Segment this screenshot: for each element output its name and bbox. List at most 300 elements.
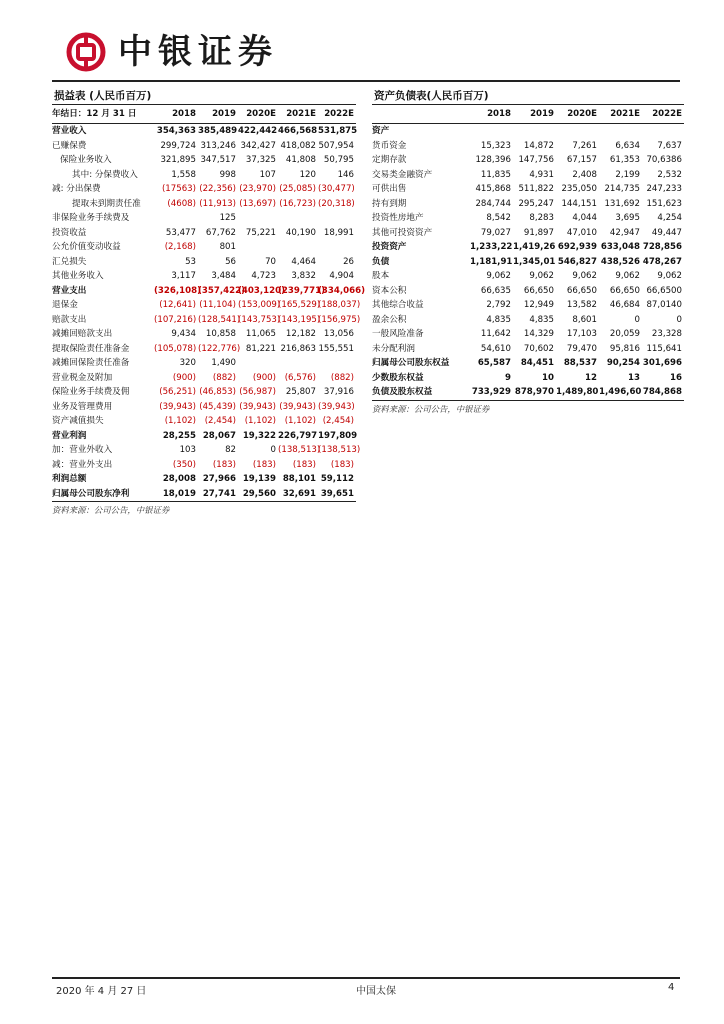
value-cell: (183) xyxy=(212,459,236,470)
table-row xyxy=(372,284,684,299)
value-cell: 39,651 xyxy=(320,488,354,499)
value-cell: 54,610 xyxy=(480,343,511,354)
value-cell: 75,221 xyxy=(245,227,276,238)
value-cell: 66,650 xyxy=(609,285,640,296)
value-cell: (122,776) xyxy=(198,343,241,354)
row-label: 营业税金及附加 xyxy=(52,372,113,383)
table-row xyxy=(372,255,684,270)
value-cell: (39,943) xyxy=(279,401,316,412)
value-cell xyxy=(470,124,513,139)
value-cell: 66,635 xyxy=(480,285,511,296)
row-label: 非保险业务手续费及 xyxy=(52,213,130,223)
value-cell: 67,157 xyxy=(566,155,597,165)
value-cell: 0 xyxy=(270,445,276,455)
table-row xyxy=(52,139,356,154)
value-cell: 46,684 xyxy=(609,300,640,310)
value-cell: (17563) xyxy=(161,184,196,194)
value-cell: 9,434 xyxy=(171,329,196,339)
table-row xyxy=(372,371,684,386)
value-cell: 4,835 xyxy=(486,314,511,325)
row-label: 持有到期 xyxy=(372,198,407,209)
header-year-cell: 2021E xyxy=(278,105,318,124)
value-cell: 50,795 xyxy=(323,155,354,165)
value-cell: (12,641) xyxy=(159,300,196,310)
value-cell: 14,872 xyxy=(523,140,554,151)
header-label-cell: 年结日：12 月 31 日 xyxy=(52,105,154,124)
value-cell: 146 xyxy=(337,169,354,180)
value-cell xyxy=(238,240,278,255)
value-cell: (188,037) xyxy=(318,300,361,310)
value-cell: (334,066) xyxy=(318,285,365,296)
value-cell: (13,697) xyxy=(239,198,276,209)
table-row xyxy=(52,356,356,371)
value-cell: 2,792 xyxy=(486,300,511,310)
value-cell xyxy=(318,211,356,226)
value-cell: 90,254 xyxy=(606,358,640,368)
row-label: 减摊回保险责任准备 xyxy=(52,358,130,368)
table-row xyxy=(52,414,356,429)
row-label: 提取保险责任准备金 xyxy=(52,343,130,354)
value-cell: 17,103 xyxy=(566,329,597,339)
row-label: 其他可投资资产 xyxy=(372,227,433,238)
table-row xyxy=(52,226,356,241)
value-cell: 1,345,01 xyxy=(513,256,556,267)
value-cell: 7,261 xyxy=(572,140,597,151)
value-cell: 418,082 xyxy=(280,140,316,151)
value-cell: 1,233,22 xyxy=(470,242,513,252)
balance-source-note: 资料来源：公司公告，中银证券 xyxy=(372,400,684,417)
row-label: 已赚保费 xyxy=(52,140,87,151)
table-row xyxy=(52,255,356,270)
value-cell xyxy=(556,124,599,139)
value-cell: (153,009) xyxy=(238,300,281,310)
value-cell: 18,991 xyxy=(323,227,354,238)
value-cell xyxy=(154,211,198,226)
row-label: 利润总额 xyxy=(52,474,87,484)
value-cell: (156,975) xyxy=(318,314,361,325)
table-row xyxy=(372,342,684,357)
row-label: 归属母公司股东净利 xyxy=(52,488,130,499)
value-cell: 1,419,26 xyxy=(513,242,556,252)
row-label: 其中: 分保费收入 xyxy=(72,169,138,180)
row-label: 货币资金 xyxy=(372,140,407,151)
value-cell: (107,216) xyxy=(154,314,197,325)
value-cell: 20,059 xyxy=(609,329,640,339)
value-cell: 321,895 xyxy=(160,155,196,165)
value-cell: 70,6386 xyxy=(646,155,682,165)
value-cell: 235,050 xyxy=(561,184,597,194)
header-year-cell: 2020E xyxy=(238,105,278,124)
value-cell: 9,062 xyxy=(486,271,511,281)
value-cell: 216,863 xyxy=(280,343,316,354)
value-cell: 70 xyxy=(265,256,276,267)
value-cell: 32,691 xyxy=(282,488,316,499)
table-row xyxy=(372,327,684,342)
value-cell: 0 xyxy=(676,314,682,325)
value-cell: (900) xyxy=(252,372,276,383)
value-cell: 2,199 xyxy=(615,169,640,180)
table-row xyxy=(372,211,684,226)
value-cell: 8,542 xyxy=(486,213,511,223)
table-row xyxy=(372,298,684,313)
value-cell: (39,943) xyxy=(159,401,196,412)
value-cell: 284,744 xyxy=(475,198,511,209)
value-cell: 40,190 xyxy=(285,227,316,238)
value-cell: 13 xyxy=(628,372,640,383)
value-cell: 3,484 xyxy=(211,271,236,281)
value-cell: 546,827 xyxy=(557,256,597,267)
value-cell: 23,328 xyxy=(651,329,682,339)
table-row xyxy=(372,139,684,154)
value-cell: 70,602 xyxy=(523,343,554,354)
value-cell: 91,897 xyxy=(523,227,554,238)
value-cell: 466,568 xyxy=(278,126,318,136)
value-cell: 511,822 xyxy=(518,184,554,194)
value-cell: 67,762 xyxy=(205,227,236,238)
value-cell: (900) xyxy=(172,372,196,383)
value-cell: 147,756 xyxy=(518,155,554,165)
value-cell: 41,808 xyxy=(285,155,316,165)
value-cell: 438,526 xyxy=(600,256,640,267)
value-cell: (39,943) xyxy=(239,401,276,412)
value-cell: (39,943) xyxy=(318,401,355,412)
income-statement-panel xyxy=(52,88,365,518)
value-cell: 88,101 xyxy=(282,474,316,484)
value-cell: 299,724 xyxy=(160,140,196,151)
value-cell: 16 xyxy=(670,372,682,383)
value-cell: 84,451 xyxy=(520,358,554,368)
header-year-cell: 2019 xyxy=(513,105,556,124)
row-label: 未分配利润 xyxy=(372,343,415,354)
value-cell: 4,254 xyxy=(657,213,682,223)
table-row xyxy=(372,240,684,255)
row-label: 负债 xyxy=(372,256,390,267)
value-cell: (882) xyxy=(330,372,354,383)
value-cell: 13,582 xyxy=(566,300,597,310)
value-cell: (20,318) xyxy=(318,198,355,209)
row-label: 其他业务收入 xyxy=(52,271,104,281)
value-cell: 295,247 xyxy=(518,198,554,209)
value-cell: 2,408 xyxy=(572,169,597,180)
value-cell: 29,560 xyxy=(242,488,276,499)
value-cell: 998 xyxy=(219,169,236,180)
row-label: 汇兑损失 xyxy=(52,256,87,267)
table-row xyxy=(52,182,356,197)
footer-date: 2020 年 4 月 27 日 xyxy=(56,986,147,997)
value-cell: 9,062 xyxy=(529,271,554,281)
footer-page-number: 4 xyxy=(668,982,675,993)
value-cell: 11,065 xyxy=(245,329,276,339)
value-cell: 15,323 xyxy=(480,140,511,151)
value-cell: 27,966 xyxy=(202,474,236,484)
row-label: 少数股东权益 xyxy=(372,372,424,383)
table-row xyxy=(52,327,356,342)
row-label: 保险业务收入 xyxy=(60,155,112,165)
row-label: 提取未到期责任准 xyxy=(72,198,141,209)
table-row xyxy=(52,168,356,183)
value-cell: 79,027 xyxy=(480,227,511,238)
value-cell: (403,120) xyxy=(238,285,285,296)
value-cell: (350) xyxy=(172,459,196,470)
value-cell: (11,104) xyxy=(199,300,236,310)
table-row xyxy=(52,124,356,139)
value-cell: 88,537 xyxy=(563,358,597,368)
value-cell xyxy=(599,124,642,139)
row-label: 股本 xyxy=(372,271,390,281)
header-label-cell xyxy=(372,105,470,124)
value-cell: (4608) xyxy=(167,198,196,209)
header-year-cell: 2018 xyxy=(470,105,513,124)
balance-sheet-title: 资产负债表(人民币百万) xyxy=(372,88,684,105)
header-rule xyxy=(52,80,680,82)
value-cell: 11,835 xyxy=(480,169,511,180)
value-cell: 14,329 xyxy=(523,329,554,339)
value-cell: 95,816 xyxy=(609,343,640,354)
value-cell: 633,048 xyxy=(600,242,640,252)
value-cell: 4,931 xyxy=(529,169,554,180)
value-cell: 10,858 xyxy=(205,329,236,339)
value-cell: (326,108) xyxy=(154,285,201,296)
value-cell: 415,868 xyxy=(475,184,511,194)
value-cell xyxy=(318,356,356,371)
value-cell: (165,529) xyxy=(278,300,321,310)
income-header-row xyxy=(52,105,356,124)
row-label: 营业收入 xyxy=(52,126,87,136)
value-cell: (105,078) xyxy=(154,343,197,354)
value-cell: 151,623 xyxy=(646,198,682,209)
value-cell: 128,396 xyxy=(475,155,511,165)
table-row xyxy=(52,284,356,299)
table-row xyxy=(52,458,356,473)
value-cell: 226,797 xyxy=(278,430,318,441)
value-cell: (882) xyxy=(212,372,236,383)
value-cell: 125 xyxy=(219,213,236,223)
value-cell: 66,6500 xyxy=(646,285,682,296)
value-cell: 12,182 xyxy=(285,329,316,339)
value-cell: (357,422) xyxy=(198,285,245,296)
value-cell: 49,447 xyxy=(651,227,682,238)
value-cell: 728,856 xyxy=(642,242,682,252)
income-source-note: 资料来源：公司公告，中银证券 xyxy=(52,501,356,518)
value-cell: 733,929 xyxy=(471,387,511,397)
value-cell: (45,439) xyxy=(199,401,236,412)
row-label: 减: 分出保费 xyxy=(52,184,101,194)
value-cell xyxy=(238,211,278,226)
value-cell: 878,970 xyxy=(514,387,554,397)
row-label: 盈余公积 xyxy=(372,314,407,325)
value-cell: 342,427 xyxy=(240,140,276,151)
table-row xyxy=(52,313,356,328)
row-label: 公允价值变动收益 xyxy=(52,242,121,252)
value-cell: 4,723 xyxy=(251,271,276,281)
value-cell: (2,168) xyxy=(164,242,196,252)
value-cell: (56,987) xyxy=(239,387,276,397)
value-cell: (128,541) xyxy=(198,314,241,325)
value-cell: 3,695 xyxy=(615,213,640,223)
table-row xyxy=(372,313,684,328)
row-label: 减摊回赔款支出 xyxy=(52,329,113,339)
value-cell xyxy=(278,211,318,226)
value-cell: 301,696 xyxy=(642,358,682,368)
value-cell xyxy=(278,240,318,255)
value-cell: 53,477 xyxy=(165,227,196,238)
value-cell: 214,735 xyxy=(604,184,640,194)
value-cell: 3,832 xyxy=(291,271,316,281)
value-cell: 19,322 xyxy=(242,430,276,441)
value-cell: 26 xyxy=(343,256,354,267)
table-row xyxy=(372,356,684,371)
value-cell: 7,637 xyxy=(657,140,682,151)
footer-rule xyxy=(52,977,680,979)
table-row xyxy=(52,240,356,255)
table-row xyxy=(372,269,684,284)
value-cell: 37,325 xyxy=(245,155,276,165)
table-row xyxy=(372,124,684,139)
value-cell: 82 xyxy=(225,445,236,455)
value-cell: (1,102) xyxy=(244,416,276,426)
header-year-cell: 2022E xyxy=(318,105,356,124)
header-year-cell: 2022E xyxy=(642,105,684,124)
value-cell: (56,251) xyxy=(159,387,196,397)
value-cell: 107 xyxy=(259,169,276,180)
value-cell: 4,835 xyxy=(529,314,554,325)
value-cell xyxy=(238,356,278,371)
table-row xyxy=(52,487,356,502)
value-cell: (239,771) xyxy=(278,285,325,296)
value-cell: 1,496,60 xyxy=(599,387,642,397)
table-row xyxy=(52,371,356,386)
value-cell: 801 xyxy=(219,242,236,252)
value-cell: 4,044 xyxy=(572,213,597,223)
row-label: 保险业务手续费及佣 xyxy=(52,387,130,397)
value-cell: 0 xyxy=(634,314,640,325)
value-cell: (46,853) xyxy=(199,387,236,397)
value-cell: 4,904 xyxy=(329,271,354,281)
value-cell: (183) xyxy=(330,459,354,470)
table-row xyxy=(52,211,356,226)
value-cell: 320 xyxy=(179,358,196,368)
value-cell: 144,151 xyxy=(561,198,597,209)
value-cell: (25,085) xyxy=(279,184,316,194)
value-cell: 12 xyxy=(585,372,597,383)
value-cell: 120 xyxy=(299,169,316,180)
row-label: 定期存款 xyxy=(372,155,407,165)
row-label: 营业支出 xyxy=(52,285,87,296)
row-label: 赔款支出 xyxy=(52,314,87,325)
value-cell: 1,490 xyxy=(211,358,236,368)
table-row xyxy=(372,197,684,212)
value-cell: 478,267 xyxy=(642,256,682,267)
row-label: 归属母公司股东权益 xyxy=(372,358,450,368)
table-row xyxy=(52,153,356,168)
table-row xyxy=(52,443,356,458)
value-cell: 422,442 xyxy=(238,126,278,136)
value-cell xyxy=(513,124,556,139)
value-cell: 42,947 xyxy=(609,227,640,238)
bank-of-china-logo-icon xyxy=(66,32,106,72)
row-label: 投资资产 xyxy=(372,242,407,252)
table-row xyxy=(52,385,356,400)
value-cell: 28,067 xyxy=(202,430,236,441)
table-row xyxy=(52,197,356,212)
value-cell: 53 xyxy=(185,256,196,267)
value-cell: 65,587 xyxy=(477,358,511,368)
value-cell: (1,102) xyxy=(284,416,316,426)
value-cell: 13,056 xyxy=(323,329,354,339)
value-cell: 247,233 xyxy=(646,184,682,194)
value-cell: 66,650 xyxy=(566,285,597,296)
table-row xyxy=(52,342,356,357)
table-row xyxy=(372,153,684,168)
value-cell: 28,255 xyxy=(162,430,196,441)
value-cell: 507,954 xyxy=(318,140,354,151)
value-cell: 1,558 xyxy=(171,169,196,180)
value-cell: (2,454) xyxy=(322,416,354,426)
balance-sheet-panel xyxy=(372,88,684,417)
row-label: 业务及管理费用 xyxy=(52,401,113,412)
value-cell: 11,642 xyxy=(480,329,511,339)
table-row xyxy=(52,400,356,415)
balance-header-row xyxy=(372,105,684,124)
value-cell: 25,807 xyxy=(285,387,316,397)
value-cell: 4,464 xyxy=(291,256,316,267)
table-row xyxy=(372,182,684,197)
row-label: 加：营业外收入 xyxy=(52,445,113,455)
table-row xyxy=(52,429,356,444)
report-header xyxy=(52,24,680,80)
value-cell: 12,949 xyxy=(523,300,554,310)
value-cell: 87,0140 xyxy=(646,300,682,310)
row-label: 负债及股东权益 xyxy=(372,387,433,397)
table-row xyxy=(372,226,684,241)
row-label: 营业利润 xyxy=(52,430,87,441)
value-cell: (22,356) xyxy=(199,184,236,194)
value-cell: 59,112 xyxy=(320,474,354,484)
value-cell: 9 xyxy=(505,372,511,383)
row-label: 投资性房地产 xyxy=(372,213,424,223)
income-statement-title: 损益表 (人民币百万) xyxy=(52,88,356,105)
value-cell: 103 xyxy=(179,445,196,455)
balance-sheet-table xyxy=(372,105,684,400)
table-row xyxy=(372,168,684,183)
value-cell: 79,470 xyxy=(566,343,597,354)
value-cell: (143,195) xyxy=(278,314,321,325)
value-cell: 2,532 xyxy=(657,169,682,180)
value-cell: 81,221 xyxy=(245,343,276,354)
value-cell: 1,181,91 xyxy=(470,256,513,267)
value-cell xyxy=(278,356,318,371)
value-cell: (2,454) xyxy=(204,416,236,426)
value-cell: 66,650 xyxy=(523,285,554,296)
row-label: 其他综合收益 xyxy=(372,300,424,310)
row-label: 可供出售 xyxy=(372,184,407,194)
value-cell: (143,753) xyxy=(238,314,281,325)
value-cell: 8,283 xyxy=(529,213,554,223)
row-label: 交易类金融资产 xyxy=(372,169,433,180)
value-cell: 197,809 xyxy=(318,430,358,441)
value-cell xyxy=(318,240,356,255)
row-label: 减：营业外支出 xyxy=(52,459,113,470)
header-year-cell: 2019 xyxy=(198,105,238,124)
value-cell: 1,489,80 xyxy=(556,387,599,397)
value-cell: (23,970) xyxy=(239,184,276,194)
value-cell: 27,741 xyxy=(202,488,236,499)
row-label: 一般风险准备 xyxy=(372,329,424,339)
value-cell: 692,939 xyxy=(557,242,597,252)
value-cell: 61,353 xyxy=(609,155,640,165)
income-statement-table xyxy=(52,105,365,501)
table-row xyxy=(52,298,356,313)
